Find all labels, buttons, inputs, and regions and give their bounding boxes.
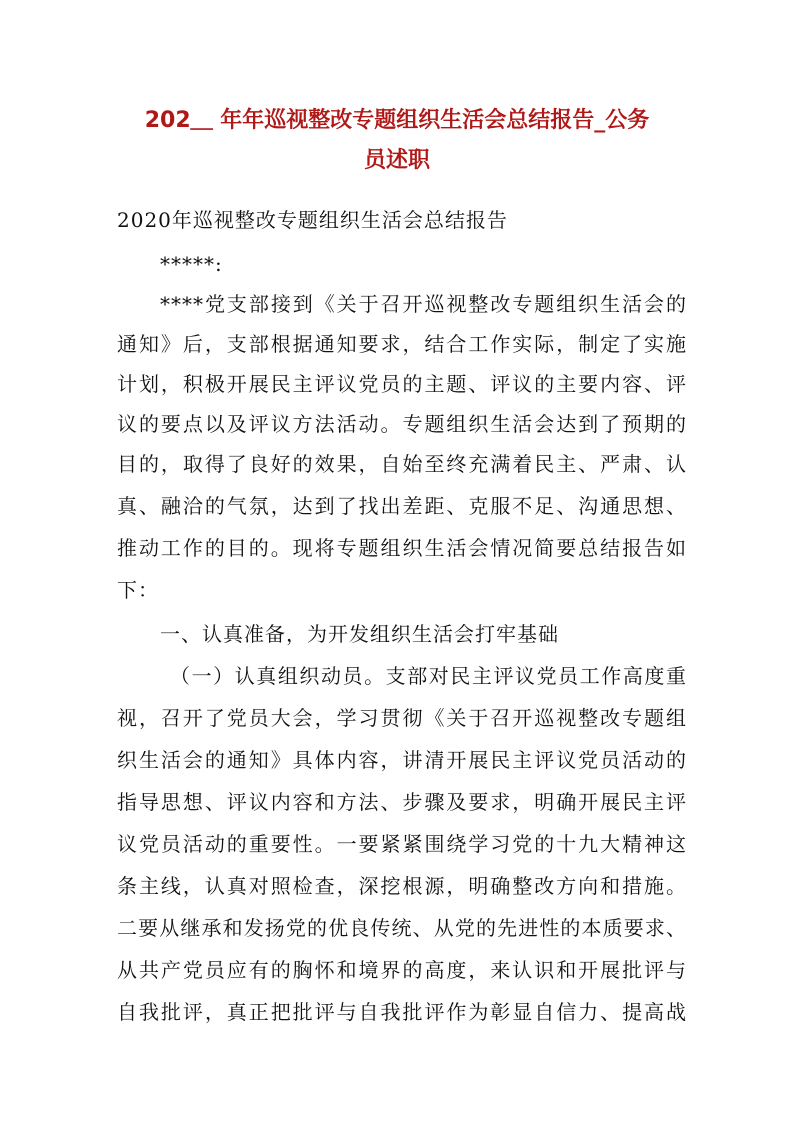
document-title-line-2: 员述职 — [363, 148, 430, 173]
body-line: 真、融洽的气氛，达到了找出差距、克服不足、沟通思想、 — [117, 494, 687, 518]
salutation-line: *****: — [160, 252, 223, 276]
body-line: 议的要点以及评议方法活动。专题组织生活会达到了预期的 — [117, 412, 687, 436]
body-line: 视，召开了党员大会，学习贯彻《关于召开巡视整改专题组 — [117, 706, 687, 730]
body-line: 二要从继承和发扬党的优良传统、从党的先进性的本质要求、 — [117, 916, 687, 940]
document-title-line-1: 202＿ 年年巡视整改专题组织生活会总结报告_公务 — [144, 108, 650, 133]
body-line: 织生活会的通知》具体内容，讲清开展民主评议党员活动的 — [117, 748, 687, 772]
body-line: 计划，积极开展民主评议党员的主题、评议的主要内容、评 — [117, 372, 687, 396]
body-line: 通知》后，支部根据通知要求，结合工作实际，制定了实施 — [117, 332, 687, 356]
body-line: 目的，取得了良好的效果，自始至终充满着民主、严肃、认 — [117, 452, 687, 476]
section-heading: 一、认真准备，为开发组织生活会打牢基础 — [160, 622, 559, 646]
body-line: ****党支部接到《关于召开巡视整改专题组织生活会的 — [160, 292, 687, 316]
body-line: 议党员活动的重要性。一要紧紧围绕学习党的十九大精神这 — [117, 832, 687, 856]
body-line: 从共产党员应有的胸怀和境界的高度，来认识和开展批评与 — [117, 958, 687, 982]
subtitle-line: 2020年巡视整改专题组织生活会总结报告 — [117, 208, 508, 232]
body-line: 指导思想、评议内容和方法、步骤及要求，明确开展民主评 — [117, 790, 687, 814]
body-line: 推动工作的目的。现将专题组织生活会情况简要总结报告如 — [117, 536, 687, 560]
body-line: （一）认真组织动员。支部对民主评议党员工作高度重 — [170, 664, 687, 688]
body-line: 自我批评，真正把批评与自我批评作为彰显自信力、提高战 — [117, 1000, 687, 1024]
body-line: 下： — [117, 578, 159, 602]
body-line: 条主线，认真对照检查，深挖根源，明确整改方向和措施。 — [117, 874, 687, 898]
